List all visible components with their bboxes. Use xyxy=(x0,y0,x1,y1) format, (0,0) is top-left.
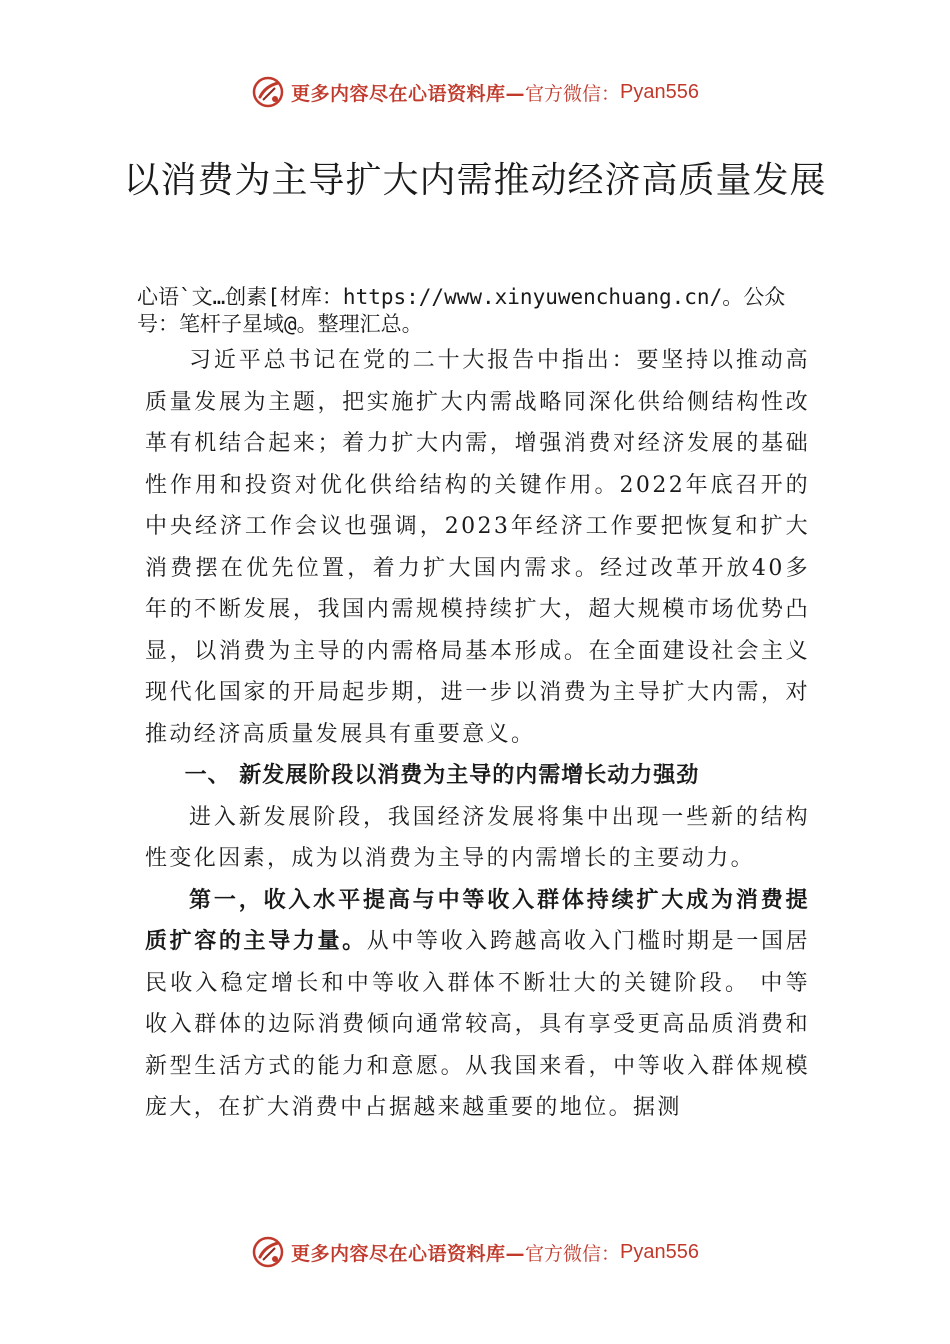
paragraph-2: 进入新发展阶段，我国经济发展将集中出现一些新的结构性变化因素，成为以消费为主导的内需增长的主要动力。 xyxy=(145,804,810,871)
banner-wechat-id: Pyan556 xyxy=(620,80,699,103)
banner-text: 更多内容尽在心语资料库— xyxy=(291,1242,526,1265)
paragraph-intro: 习近平总书记在党的二十大报告中指出：要坚持以推动高质量发展为主题，把实施扩大内需战略同深化供给侧结构性改革有机结合起来；着力扩大内需，增强消费对经济发展的基础性作用和投资对优化供给结构的关键作用。2022年底召开的中央经济工作会议也强调，2023年经济工作要把恢复和扩大消费摆在优先位置，着力扩大国内需求。经过改革开放40多年的不断发展，我国内需规模持续扩大，超大规模市场优势凸显，以消费为主导的内需格局基本形成。在全面建设社会主义现代化国家的开局起步期，进一步以消费为主导扩大内需，对推动经济高质量发展具有重要意义。 xyxy=(145,348,810,747)
paragraph-3-text: 从中等收入跨越高收入门槛时期是一国居民收入稳定增长和中等收入群体不断壮大的关键阶段。 中等收入群体的边际消费倾向通常较高，具有享受更高品质消费和新型生活方式的能力和意愿。从我国来看，中等收入群体规模庞大，在扩大消费中占据越来越重要的地位。据测 xyxy=(145,929,810,1120)
document-title: 以消费为主导扩大内需推动经济高质量发展 xyxy=(123,160,827,201)
banner-text: 更多内容尽在心语资料库— xyxy=(291,82,526,105)
document-body xyxy=(145,340,810,1129)
library-logo-icon xyxy=(251,75,285,109)
section-heading-1: 一、 新发展阶段以消费为主导的内需增长动力强劲 xyxy=(184,763,700,788)
footer-banner xyxy=(0,1232,950,1272)
paragraph-3-lead: 第一，收入水平提高与中等收入群体持续扩大成为消费提质扩容的主导力量。 xyxy=(145,886,810,954)
banner-wechat-id: Pyan556 xyxy=(620,1240,699,1263)
header-banner xyxy=(0,72,950,112)
paragraph-3 xyxy=(145,880,810,1129)
library-logo-icon xyxy=(251,1235,285,1269)
banner-wechat-label: 官方微信： xyxy=(525,82,621,105)
banner-wechat-label: 官方微信： xyxy=(525,1242,621,1265)
source-line: 心语`文…创素[材库：https://www.xinyuwenchuang.cn/。公众号：笔杆子星域@。整理汇总。 xyxy=(137,285,786,336)
